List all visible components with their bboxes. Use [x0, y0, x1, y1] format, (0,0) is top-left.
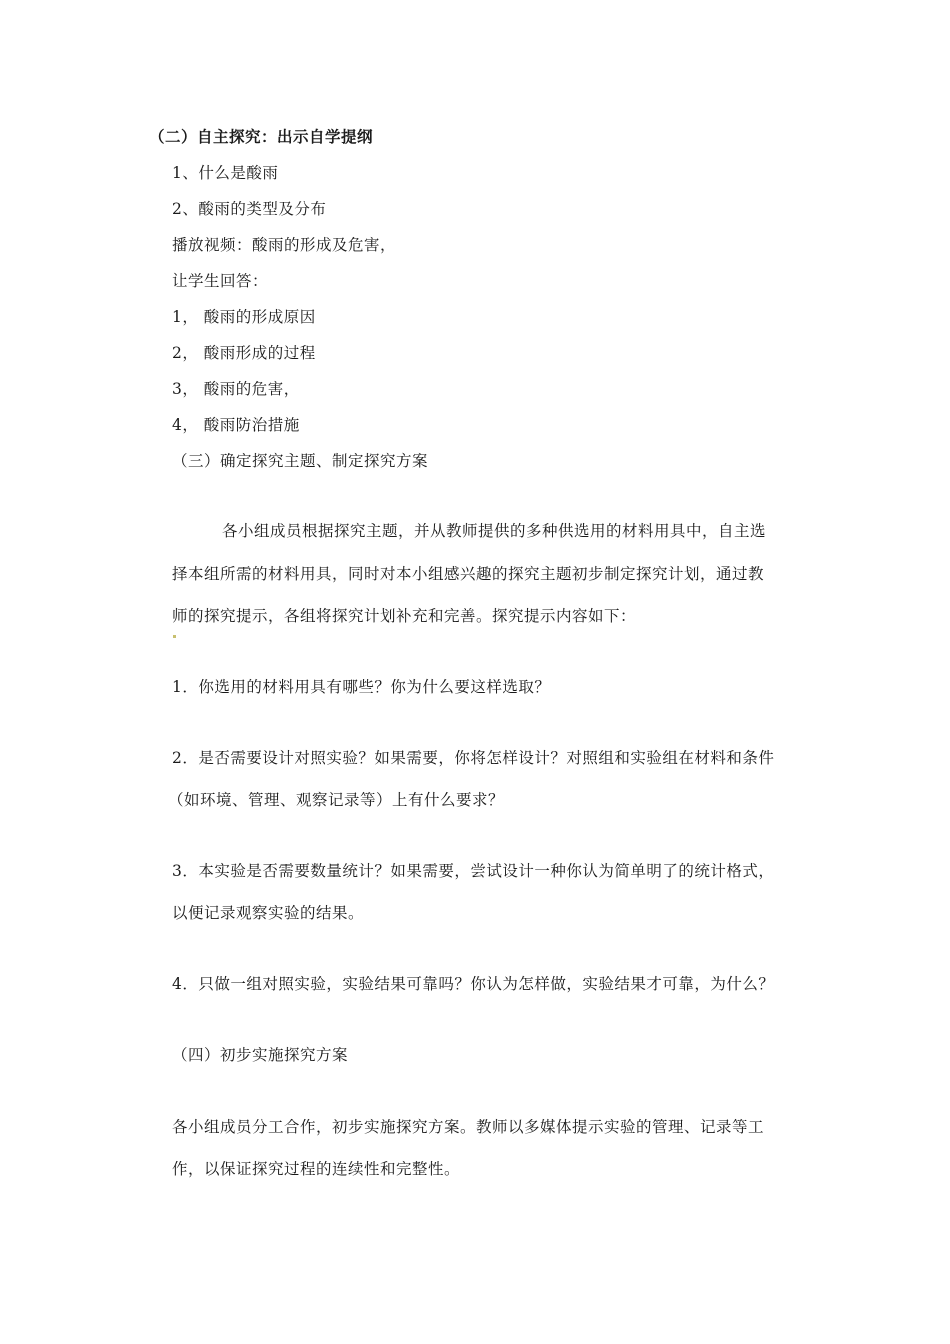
answer-item: 3， 酸雨的危害，: [172, 380, 300, 398]
hint-item: 1．你选用的材料用具有哪些？你为什么要这样选取？: [172, 678, 551, 696]
hint-item: 4．只做一组对照实验，实验结果可靠吗？你认为怎样做，实验结果才可靠，为什么？: [172, 975, 775, 993]
hint-item-continued: （如环境、管理、观察记录等）上有什么要求？: [168, 791, 505, 809]
section3-paragraph-line: 各小组成员根据探究主题，并从教师提供的多种供选用的材料用具中，自主选: [222, 522, 767, 540]
outline-item: 2、酸雨的类型及分布: [172, 200, 327, 218]
answer-item: 2， 酸雨形成的过程: [172, 344, 316, 362]
section3-heading: （三）确定探究主题、制定探究方案: [172, 452, 429, 470]
answer-item: 4， 酸雨防治措施: [172, 416, 300, 434]
outline-item: 1、什么是酸雨: [172, 164, 279, 182]
section4-heading: （四）初步实施探究方案: [172, 1046, 349, 1064]
section2-heading: （二）自主探究：出示自学提纲: [149, 128, 374, 146]
stray-mark: [173, 635, 176, 638]
answer-item: 1， 酸雨的形成原因: [172, 308, 316, 326]
section3-paragraph-line: 择本组所需的材料用具，同时对本小组感兴趣的探究主题初步制定探究计划，通过教: [172, 565, 765, 583]
section4-paragraph-line: 作，以保证探究过程的连续性和完整性。: [172, 1160, 461, 1178]
hint-item: 3．本实验是否需要数量统计？如果需要，尝试设计一种你认为简单明了的统计格式，: [172, 862, 775, 880]
answer-prompt: 让学生回答：: [172, 272, 269, 290]
hint-item-continued: 以便记录观察实验的结果。: [172, 904, 365, 922]
section3-paragraph-line: 师的探究提示，各组将探究计划补充和完善。探究提示内容如下：: [172, 607, 637, 625]
hint-item: 2．是否需要设计对照实验？如果需要，你将怎样设计？对照组和实验组在材料和条件: [172, 749, 775, 767]
section4-paragraph-line: 各小组成员分工合作，初步实施探究方案。教师以多媒体提示实验的管理、记录等工: [172, 1118, 765, 1136]
video-line: 播放视频：酸雨的形成及危害，: [172, 236, 397, 254]
